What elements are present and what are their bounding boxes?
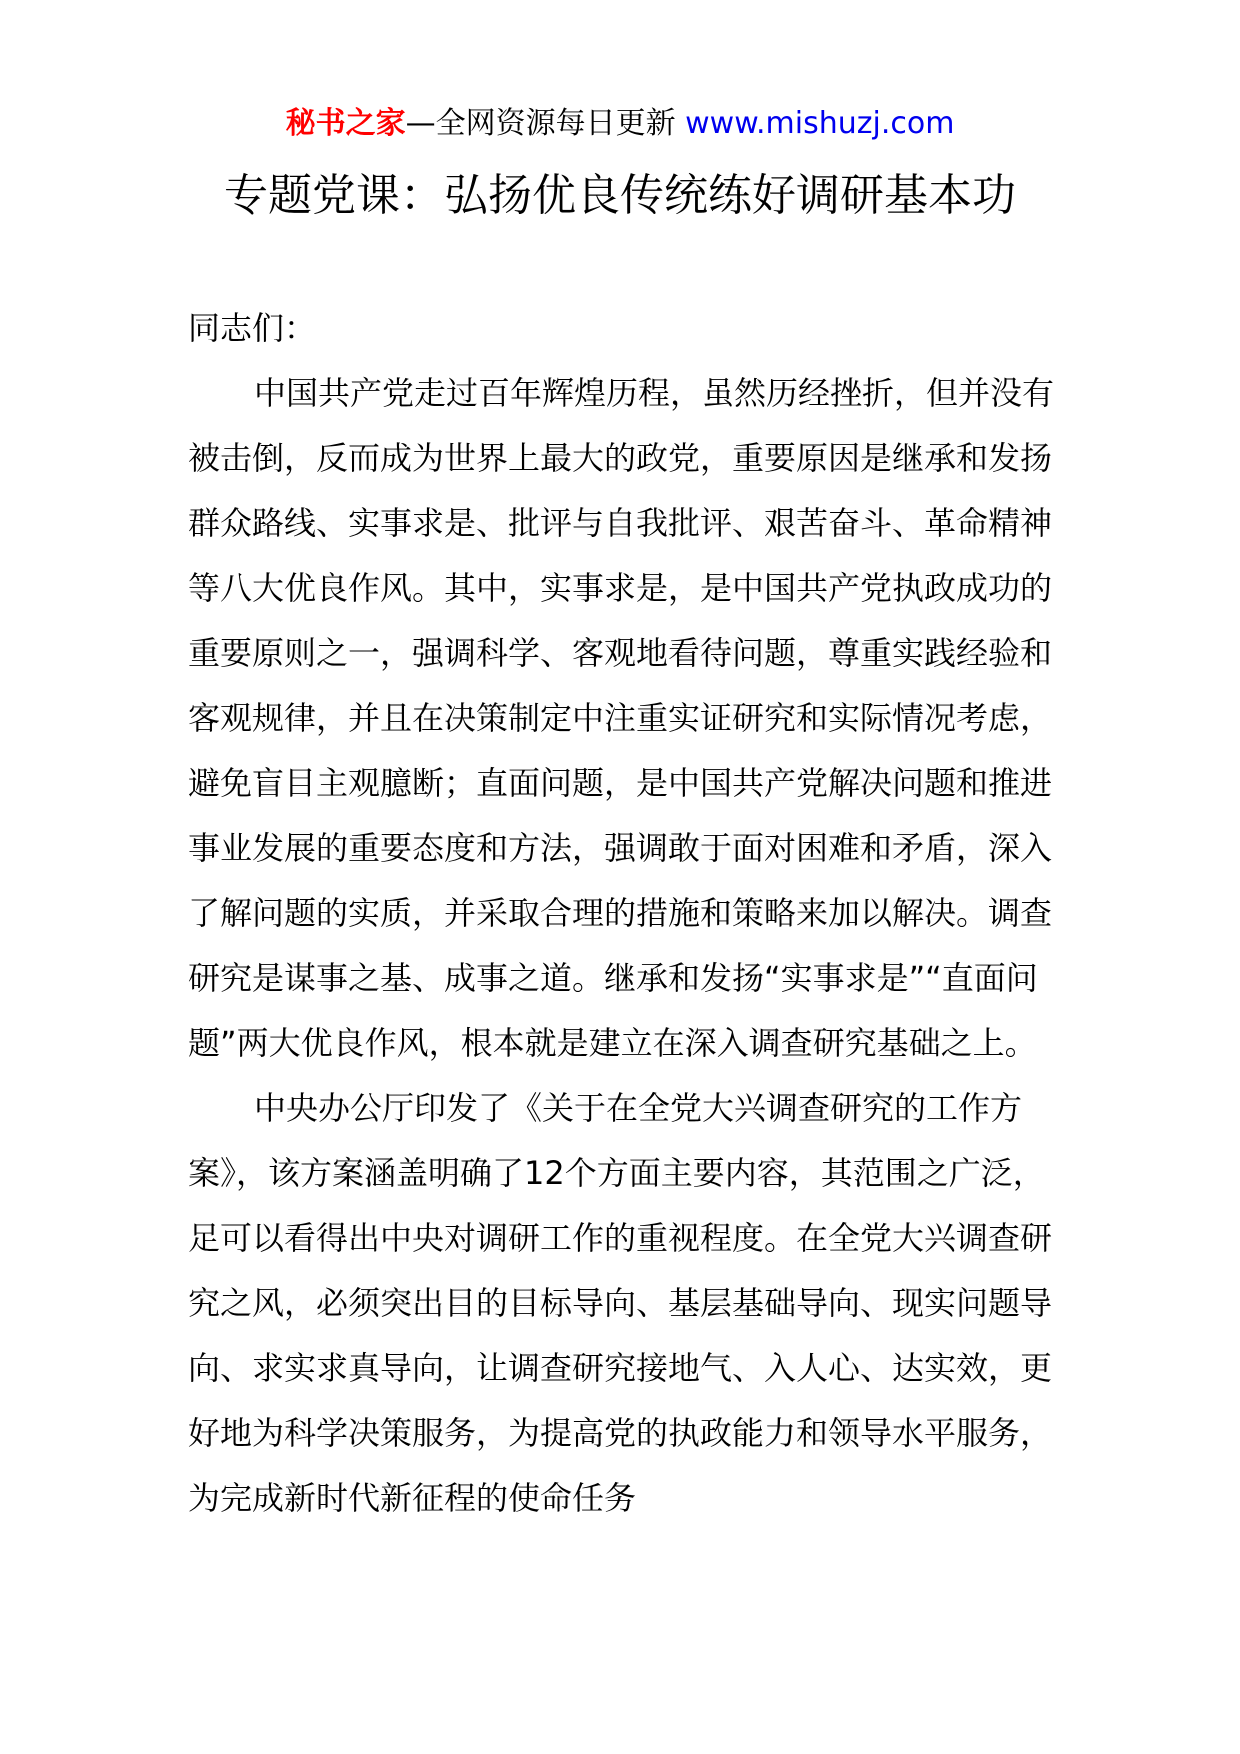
site-url-link[interactable]: www.mishuzj.com [685, 106, 955, 141]
document-body [188, 296, 1058, 1531]
site-header [0, 104, 1240, 144]
salutation: 同志们： [188, 309, 317, 347]
paragraph-2: 中央办公厅印发了《关于在全党大兴调查研究的工作方案》，该方案涵盖明确了12个方面主要内容，其范围之广泛，足可以看得出中央对调研工作的重视程度。在全党大兴调查研究之风，必须突出目的目标导向、基层基础导向、现实问题导向、求实求真导向，让调查研究接地气、入人心、达实效，更好地为科学决策服务，为提高党的执政能力和领导水平服务，为完成新时代新征程的使命任务 [188, 1089, 1053, 1517]
paragraph-1: 中国共产党走过百年辉煌历程，虽然历经挫折，但并没有被击倒，反而成为世界上最大的政党，重要原因是继承和发扬群众路线、实事求是、批评与自我批评、艰苦奋斗、革命精神等八大优良作风。其中，实事求是，是中国共产党执政成功的重要原则之一，强调科学、客观地看待问题，尊重实践经验和客观规律，并且在决策制定中注重实证研究和实际情况考虑，避免盲目主观臆断；直面问题，是中国共产党解决问题和推进事业发展的重要态度和方法，强调敢于面对困难和矛盾，深入了解问题的实质，并采取合理的措施和策略来加以解决。调查研究是谋事之基、成事之道。继承和发扬“实事求是”“直面问题”两大优良作风，根本就是建立在深入调查研究基础之上。 [188, 374, 1055, 1062]
document-title: 专题党课：弘扬优良传统练好调研基本功 [224, 170, 1016, 221]
brand-name: 秘书之家 [285, 106, 406, 141]
header-tagline: —全网资源每日更新 [405, 106, 686, 141]
